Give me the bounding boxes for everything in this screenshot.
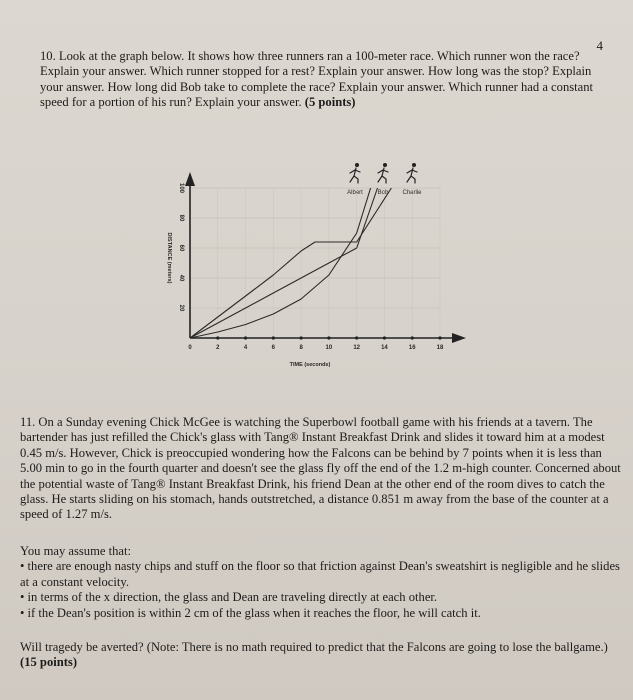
runner-albert-icon bbox=[350, 163, 360, 183]
question-11-text: 11. On a Sunday evening Chick McGee is watching the Superbowl football game with his friends at a tavern. The bartender has just refilled the Chick's glass with Tang® Instant Breakfast Drink and slides it toward him at a modest 0.45 m/s. However, Chick is preoccupied wondering how the Falcons can be behind by 7 points when it is less than 5.00 min to go in the fourth quarter and doesn't see the glass fly off the end of the 1.2 m-high counter. Concerned about the potential waste of Tang® Instant Breakfast Drink, his friend Dean at the other end of the room dives to catch the glass. He starts sliding on his stomach, hands outstretched, a distance 0.851 m away from the base of the counter at a speed of 1.27 m/s. bbox=[20, 415, 621, 522]
series-lines bbox=[190, 188, 391, 338]
series-line-bob bbox=[190, 188, 378, 338]
x-tick-dot-12 bbox=[355, 336, 358, 339]
runner-labels bbox=[347, 190, 422, 196]
x-tick-label-16: 16 bbox=[408, 345, 416, 351]
x-tick-dot-18 bbox=[438, 336, 441, 339]
x-axis-arrow bbox=[452, 333, 466, 343]
x-tick-dot-16 bbox=[411, 336, 414, 339]
x-tick-label-18: 18 bbox=[436, 345, 444, 351]
question-10-text: 10. Look at the graph below. It shows how three runners ran a 100-meter race. Which runner won the race? Explain your answer. Which runner stopped for a rest? Explain your answer. How long was the stop? Explain your answer. How long did Bob take to complete the race? Explain your answer. Which runner had a constant speed for a portion of his run? Explain your answer. bbox=[40, 49, 594, 110]
race-graph bbox=[150, 150, 480, 390]
y-axis-arrow bbox=[185, 172, 195, 186]
x-axis-label: TIME (seconds) bbox=[289, 362, 331, 368]
series-line-charlie bbox=[190, 188, 391, 338]
page-number: 4 bbox=[596, 38, 603, 53]
question-11 bbox=[20, 415, 626, 523]
assumptions bbox=[20, 544, 626, 621]
y-tick-label-80: 80 bbox=[178, 214, 184, 222]
series-line-albert bbox=[190, 188, 371, 338]
tragedy-text: Will tragedy be averted? (Note: There is no math required to predict that the Falcons are going to lose the ballgame.) bbox=[20, 640, 608, 654]
y-tick-labels bbox=[178, 183, 184, 312]
y-tick-label-60: 60 bbox=[178, 244, 184, 252]
x-tick-label-10: 10 bbox=[325, 345, 333, 351]
assumptions-heading: You may assume that: bbox=[20, 544, 132, 558]
runner-charlie-icon bbox=[407, 163, 417, 183]
tragedy-question bbox=[20, 640, 620, 671]
assumption-item-3: • if the Dean's position is within 2 cm of the glass when it reaches the floor, he will catch it. bbox=[20, 605, 481, 620]
runner-icons bbox=[350, 163, 417, 183]
x-tick-label-14: 14 bbox=[381, 345, 388, 351]
question-10-points: (5 points) bbox=[304, 95, 356, 110]
x-tick-dot-8 bbox=[300, 336, 303, 339]
tragedy-points: (15 points) bbox=[20, 655, 78, 670]
x-tick-dot-6 bbox=[272, 336, 275, 339]
question-10 bbox=[40, 49, 605, 111]
x-tick-label-2: 2 bbox=[216, 345, 220, 351]
x-tick-dot-2 bbox=[216, 336, 219, 339]
y-tick-label-40: 40 bbox=[178, 274, 184, 282]
x-tick-dot-10 bbox=[327, 336, 330, 339]
runner-label-charlie: Charlie bbox=[402, 190, 422, 196]
x-tick-label-12: 12 bbox=[353, 345, 361, 351]
assumption-item-1: • there are enough nasty chips and stuff on the floor so that friction against Dean's sweatshirt is negligible and he slides at a constant velocity. bbox=[20, 559, 620, 589]
x-tick-label-8: 8 bbox=[299, 345, 303, 351]
x-tick-label-4: 4 bbox=[243, 345, 248, 351]
runner-label-bob: Bob bbox=[377, 190, 389, 196]
x-tick-dot-4 bbox=[244, 336, 247, 339]
y-tick-label-100: 100 bbox=[178, 182, 184, 194]
runner-bob-icon bbox=[378, 163, 388, 183]
assumption-item-2: • in terms of the x direction, the glass and Dean are traveling directly at each other. bbox=[20, 590, 438, 605]
x-tick-dot-14 bbox=[383, 336, 386, 339]
runner-label-albert: Albert bbox=[347, 190, 363, 196]
x-tick-label-0: 0 bbox=[188, 345, 192, 351]
graph-grid bbox=[190, 188, 440, 338]
y-tick-label-20: 20 bbox=[178, 304, 184, 312]
x-tick-label-6: 6 bbox=[271, 345, 276, 351]
y-axis-label: DISTANCE (meters) bbox=[166, 232, 172, 284]
